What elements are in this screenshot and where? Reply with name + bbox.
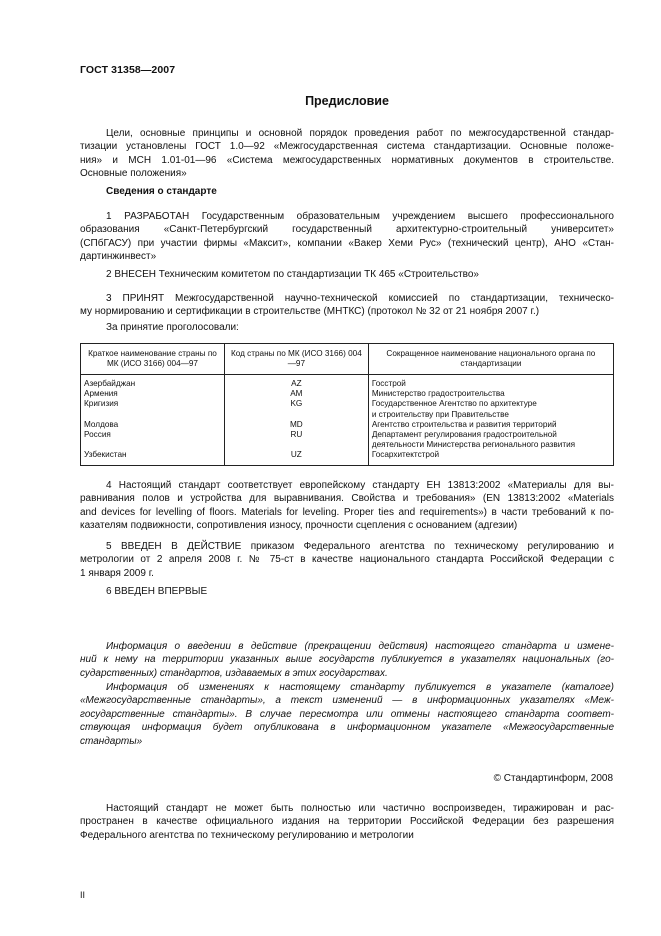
table-row xyxy=(81,450,614,465)
standard-id-header: ГОСТ 31358—2007 xyxy=(80,64,176,76)
organ-cell: Агентство строительства и развития территорий xyxy=(368,420,613,430)
reproduction-notice: Настоящий стандарт не может быть полностью или частично воспроизведен, тиражирован и рас- пространен в качестве официального издания на территории Российской Федерации без разрешения Федерального агентства по техническому регулированию и метрологии xyxy=(80,803,614,841)
code-cell: AM xyxy=(224,389,368,399)
code-cell: AZ xyxy=(224,375,368,390)
intro-paragraph: Цели, основные принципы и основной порядок проведения работ по межгосударственной стандар- тизации установлены ГОСТ 1.0—92 «Межгосударственная система стандартизации. Основные положе- ния» и МСН 1.01-01—96 «Система межгосударственных нормативных документов в строительстве. Основные положения» xyxy=(80,128,614,180)
code-cell: RU xyxy=(224,430,368,450)
organ-cell: Госархитектстрой xyxy=(368,450,613,465)
country-cell: Молдова xyxy=(81,420,225,430)
country-cell: Азербайджан xyxy=(81,375,225,390)
section-heading: Сведения о стандарте xyxy=(106,186,217,197)
table-header-organ: Сокращенное наименование национального органа по стандартизации xyxy=(368,344,613,375)
voted-label: За принятие проголосовали: xyxy=(106,322,239,333)
country-cell: Кригизия xyxy=(81,399,225,419)
item-1-developed: 1 РАЗРАБОТАН Государственным образовательным учреждением высшего профессионального образования «Санкт-Петербургский государственный архитектурно-строительный университет» (СПбГАСУ) при участии фирмы «Максит», компании «Вакер Хеми Рус» (технический центр), АНО «Стан- дартинжинвест» xyxy=(80,211,614,263)
item-3-adopted: 3 ПРИНЯТ Межгосударственной научно-технической комиссией по стандартизации, техническо- му нормированию и сертификации в строительстве (МНТКС) (протокол № 32 от 21 ноября 2007 г.) xyxy=(80,293,614,318)
item-4-correspondence: 4 Настоящий стандарт соответствует европейскому стандарту ЕН 13813:2002 «Материалы для вы- равнивания полов и устройства для выравнивания. Свойства и требования» (EN 13813:2002 «Materials and devices for levelling of floors. Materials for leveling. Proper ties and requirements») в части требований к по- казателям подвижности, сопротивления износу, прочности сцепления с основанием (адгезии) xyxy=(80,480,614,532)
organ-cell: Департамент регулирования градостроительной деятельности Министерства регионального развития xyxy=(368,430,613,450)
country-cell: Россия xyxy=(81,430,225,450)
organ-cell: Государственное Агентство по архитектуре и строительству при Правительстве xyxy=(368,399,613,419)
table-header-code: Код страны по МК (ИСО 3166) 004—97 xyxy=(224,344,368,375)
table-row xyxy=(81,375,614,390)
country-cell: Узбекистан xyxy=(81,450,225,465)
item-2-introduced: 2 ВНЕСЕН Техническим комитетом по стандартизации ТК 465 «Строительство» xyxy=(106,269,479,280)
organ-cell: Министерство градостроительства xyxy=(368,389,613,399)
notice-paragraph-1: Информация о введении в действие (прекращении действия) настоящего стандарта и измене- ний к нему на территории указанных выше государств публикуется в указателях национальных (го- сударственных) стандартов, издаваемых в этих государствах. xyxy=(80,641,614,679)
code-cell: UZ xyxy=(224,450,368,465)
table-row xyxy=(81,430,614,450)
page-title: Предисловие xyxy=(305,94,389,108)
table-row xyxy=(81,420,614,430)
code-cell: KG xyxy=(224,399,368,419)
page-number: II xyxy=(80,890,86,900)
voting-table xyxy=(80,343,614,466)
copyright-notice: © Стандартинформ, 2008 xyxy=(493,773,613,784)
code-cell: MD xyxy=(224,420,368,430)
notice-paragraph-2: Информация об изменениях к настоящему стандарту публикуется в указателе (каталоге) «Межгосударственные стандарты», а текст изменений — в информационных указателях «Меж- государственные стандарты». В случае пересмотра или отмены настоящего стандарта соответ- ствующая информация будет опубликована в информационном указателе «Межгосударственные стандарты» xyxy=(80,682,614,747)
item-6-first-time: 6 ВВЕДЕН ВПЕРВЫЕ xyxy=(106,586,208,597)
country-cell: Армения xyxy=(81,389,225,399)
item-5-enacted: 5 ВВЕДЕН В ДЕЙСТВИЕ приказом Федерального агентства по техническому регулированию и метрологии от 2 апреля 2008 г. № 75-ст в качестве национального стандарта Российской Федерации с 1 января 2009 г. xyxy=(80,541,614,579)
table-row xyxy=(81,399,614,419)
organ-cell: Госстрой xyxy=(368,375,613,390)
table-header-country: Краткое наименование страны по МК (ИСО 3166) 004—97 xyxy=(81,344,225,375)
table-row xyxy=(81,389,614,399)
